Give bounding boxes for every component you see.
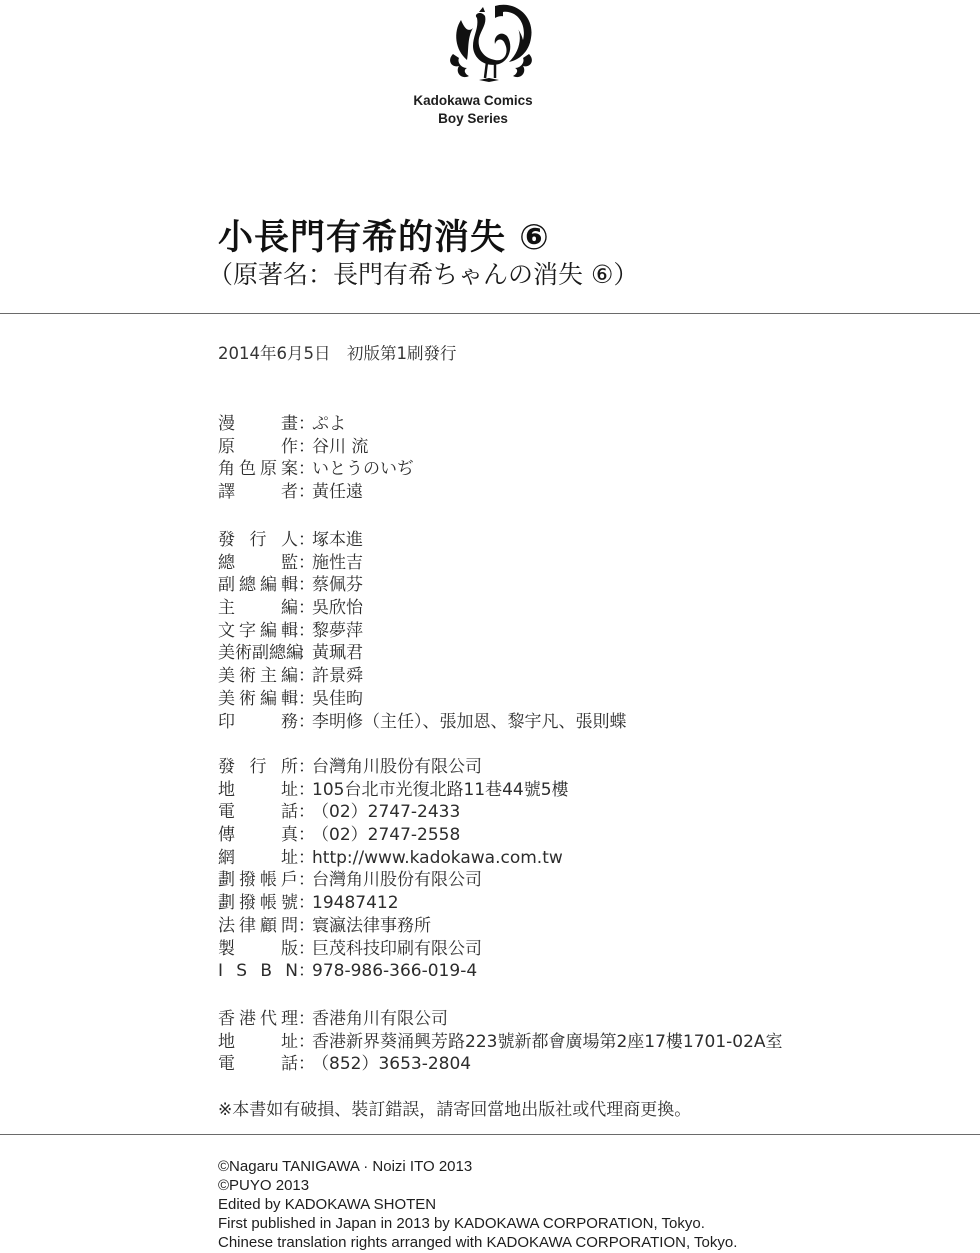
label-char: 副 bbox=[218, 575, 235, 596]
row-label bbox=[218, 1008, 298, 1031]
label-char: 劃 bbox=[218, 893, 235, 914]
row-value: 許景舜 bbox=[312, 666, 363, 687]
label-char: 原 bbox=[218, 436, 235, 457]
colon: ： bbox=[298, 938, 315, 959]
label-char: 副 bbox=[252, 643, 269, 664]
row-label bbox=[218, 458, 298, 481]
label-char: 術 bbox=[239, 688, 256, 709]
row-value: 978-986-366-019-4 bbox=[312, 961, 478, 982]
info-row bbox=[218, 892, 569, 915]
row-label bbox=[218, 1053, 298, 1076]
colon: ： bbox=[298, 530, 315, 550]
info-row bbox=[218, 1031, 783, 1054]
label-char: 址 bbox=[281, 779, 298, 800]
hk-agent-block bbox=[218, 1008, 783, 1076]
label-char: I bbox=[218, 961, 224, 982]
label-char: 美 bbox=[218, 666, 235, 687]
label-char: 行 bbox=[249, 757, 267, 777]
colon: ： bbox=[298, 552, 315, 573]
info-row bbox=[218, 824, 569, 847]
label-char: 人 bbox=[281, 530, 298, 550]
label-char: 問 bbox=[281, 915, 298, 936]
label-char: 真 bbox=[281, 825, 298, 846]
label-char: 主 bbox=[260, 666, 277, 687]
row-value: 吳欣怡 bbox=[312, 598, 363, 619]
label-char: 色 bbox=[239, 459, 256, 480]
row-label bbox=[218, 847, 298, 870]
colon: ： bbox=[298, 482, 315, 503]
info-row bbox=[218, 869, 569, 892]
row-value: いとうのいぢ bbox=[312, 459, 414, 480]
label-char: 輯 bbox=[281, 620, 298, 641]
label-char: 號 bbox=[281, 893, 298, 914]
row-label bbox=[218, 938, 298, 961]
info-row bbox=[218, 552, 627, 575]
label-char: 美 bbox=[218, 688, 235, 709]
row-value: ぷよ bbox=[312, 414, 346, 434]
label-char: 編 bbox=[281, 666, 298, 687]
label-char: 發 bbox=[218, 757, 235, 777]
copyright-line: Chinese translation rights arranged with KADOKAWA CORPORATION, Tokyo. bbox=[218, 1234, 738, 1251]
row-value: 黎夢萍 bbox=[312, 620, 363, 641]
row-value: 香港角川有限公司 bbox=[312, 1009, 448, 1029]
label-char: 文 bbox=[218, 620, 235, 641]
copyright-line: ©PUYO 2013 bbox=[218, 1177, 310, 1194]
label-char: 址 bbox=[281, 1031, 298, 1052]
row-value: 巨茂科技印刷有限公司 bbox=[312, 938, 482, 959]
label-char: 電 bbox=[218, 1054, 235, 1075]
label-char: 原 bbox=[260, 459, 277, 480]
row-value: 施性吉 bbox=[312, 552, 363, 573]
info-row bbox=[218, 620, 627, 643]
row-label bbox=[218, 665, 298, 688]
label-char: 者 bbox=[281, 482, 298, 503]
label-char: 畫 bbox=[281, 414, 298, 434]
publisher-block bbox=[218, 756, 569, 983]
phoenix-emblem-icon bbox=[443, 2, 539, 88]
info-row bbox=[218, 642, 627, 665]
label-char: 地 bbox=[218, 779, 235, 800]
label-char: 港 bbox=[239, 1009, 256, 1029]
label-char: 理 bbox=[281, 1009, 298, 1029]
colon: ： bbox=[298, 825, 315, 846]
colon: ： bbox=[298, 414, 315, 434]
label-char: 行 bbox=[249, 530, 267, 550]
row-label bbox=[218, 801, 298, 824]
label-char: 角 bbox=[218, 459, 235, 480]
info-row bbox=[218, 688, 627, 711]
info-row bbox=[218, 436, 414, 459]
label-char: 主 bbox=[218, 598, 235, 619]
label-char: 製 bbox=[218, 938, 235, 959]
row-value: 台灣角川股份有限公司 bbox=[312, 870, 482, 891]
colon: ： bbox=[298, 688, 315, 709]
info-row bbox=[218, 960, 569, 983]
row-value: 寰瀛法律事務所 bbox=[312, 915, 431, 936]
row-value: 谷川 流 bbox=[312, 436, 369, 457]
copyright-line: ©Nagaru TANIGAWA · Noizi ITO 2013 bbox=[218, 1158, 473, 1175]
divider-top bbox=[0, 313, 980, 314]
label-char: 撥 bbox=[239, 870, 256, 891]
divider-bottom bbox=[0, 1134, 980, 1135]
label-char: 顧 bbox=[260, 915, 277, 936]
label-char: 案 bbox=[281, 459, 298, 480]
row-label bbox=[218, 552, 298, 575]
colon: ： bbox=[298, 961, 315, 982]
label-char: 代 bbox=[260, 1009, 277, 1029]
info-row bbox=[218, 915, 569, 938]
colon: ： bbox=[298, 915, 315, 936]
label-char: 劃 bbox=[218, 870, 235, 891]
label-char: 律 bbox=[239, 915, 256, 936]
info-row bbox=[218, 413, 414, 436]
info-row bbox=[218, 458, 414, 481]
label-char: 總 bbox=[218, 552, 235, 573]
info-row bbox=[218, 801, 569, 824]
row-label bbox=[218, 892, 298, 915]
row-value: 105台北市光復北路11巷44號5樓 bbox=[312, 779, 569, 800]
row-label bbox=[218, 413, 298, 436]
colon: ： bbox=[298, 779, 315, 800]
row-value: 塚本進 bbox=[312, 530, 363, 550]
label-char: 編 bbox=[260, 575, 277, 596]
colon: ： bbox=[298, 459, 315, 480]
label-char: 編 bbox=[281, 598, 298, 619]
label-char: 編 bbox=[260, 620, 277, 641]
credits-block bbox=[218, 413, 414, 504]
book-title: 小長門有希的消失 ⑥ bbox=[218, 218, 550, 258]
colon: ： bbox=[298, 870, 315, 891]
info-row bbox=[218, 847, 569, 870]
row-label bbox=[218, 779, 298, 802]
info-row bbox=[218, 1008, 783, 1031]
label-char: 總 bbox=[239, 575, 256, 596]
colon: ： bbox=[298, 711, 315, 732]
label-char: 帳 bbox=[260, 870, 277, 891]
info-row bbox=[218, 779, 569, 802]
label-char: 務 bbox=[281, 711, 298, 732]
label-char: 地 bbox=[218, 1031, 235, 1052]
row-label bbox=[218, 824, 298, 847]
label-char: 譯 bbox=[218, 482, 235, 503]
label-char: N bbox=[285, 961, 298, 982]
copyright-block bbox=[218, 1157, 737, 1252]
colon: ： bbox=[298, 575, 315, 596]
label-char: 版 bbox=[281, 938, 298, 959]
colon: ： bbox=[298, 893, 315, 914]
info-row bbox=[218, 529, 627, 552]
label-char: 字 bbox=[239, 620, 256, 641]
row-value: 李明修（主任）、張加恩、黎宇凡、張則蝶 bbox=[312, 711, 627, 732]
label-char: 話 bbox=[281, 1054, 298, 1075]
colon: ： bbox=[298, 436, 315, 457]
publication-date: 2014年6月5日 初版第1刷發行 bbox=[218, 344, 457, 363]
colon: ： bbox=[298, 666, 315, 687]
label-char: 編 bbox=[260, 688, 277, 709]
label-char: 所 bbox=[281, 757, 298, 777]
row-value: 蔡佩芬 bbox=[312, 575, 363, 596]
label-char: 香 bbox=[218, 1009, 235, 1029]
label-char: B bbox=[260, 961, 273, 982]
label-char: 術 bbox=[239, 666, 256, 687]
label-char: 發 bbox=[218, 530, 235, 550]
damage-notice: ※本書如有破損、裝訂錯誤，請寄回當地出版社或代理商更換。 bbox=[218, 1100, 692, 1120]
colon: ： bbox=[298, 598, 315, 619]
colon: ： bbox=[298, 1009, 315, 1029]
row-label bbox=[218, 960, 298, 983]
row-label bbox=[218, 915, 298, 938]
label-char: 輯 bbox=[281, 688, 298, 709]
label-char: 話 bbox=[281, 802, 298, 823]
series-name: Kadokawa Comics bbox=[413, 93, 533, 108]
row-value: （02）2747-2433 bbox=[312, 802, 461, 823]
row-value: （02）2747-2558 bbox=[312, 825, 461, 846]
colon: ： bbox=[298, 620, 315, 641]
row-label bbox=[218, 1031, 298, 1054]
row-value: http://www.kadokawa.com.tw bbox=[312, 847, 563, 868]
row-value: 台灣角川股份有限公司 bbox=[312, 757, 482, 777]
label-char: 戶 bbox=[281, 870, 298, 891]
copyright-line: First published in Japan in 2013 by KADOKAWA CORPORATION, Tokyo. bbox=[218, 1215, 705, 1232]
label-char: 址 bbox=[281, 847, 298, 868]
row-label bbox=[218, 574, 298, 597]
info-row bbox=[218, 1053, 783, 1076]
row-label bbox=[218, 529, 298, 552]
label-char: 傳 bbox=[218, 825, 235, 846]
row-value: 黃任遠 bbox=[312, 482, 363, 503]
label-char: 法 bbox=[218, 915, 235, 936]
colon: ： bbox=[298, 1054, 315, 1075]
label-char: 漫 bbox=[218, 414, 235, 434]
colon: ： bbox=[298, 847, 315, 868]
label-char: 總 bbox=[269, 643, 286, 664]
label-char: S bbox=[236, 961, 248, 982]
row-label bbox=[218, 711, 298, 734]
row-value: （852）3653-2804 bbox=[312, 1054, 472, 1075]
label-char: 術 bbox=[235, 643, 252, 664]
row-value: 黃珮君 bbox=[312, 643, 363, 664]
colon: ： bbox=[298, 643, 315, 664]
label-char: 帳 bbox=[260, 893, 277, 914]
row-label bbox=[218, 481, 298, 504]
label-char: 電 bbox=[218, 802, 235, 823]
row-label bbox=[218, 756, 298, 779]
info-row bbox=[218, 574, 627, 597]
label-char: 監 bbox=[281, 552, 298, 573]
row-label bbox=[218, 436, 298, 459]
row-value: 吳佳昫 bbox=[312, 688, 363, 709]
info-row bbox=[218, 711, 627, 734]
label-char: 美 bbox=[218, 643, 235, 664]
row-label bbox=[218, 620, 298, 643]
row-label bbox=[218, 688, 298, 711]
row-label bbox=[218, 869, 298, 892]
label-char: 編 bbox=[286, 643, 303, 664]
row-value: 19487412 bbox=[312, 893, 399, 914]
label-char: 網 bbox=[218, 847, 235, 868]
info-row bbox=[218, 665, 627, 688]
info-row bbox=[218, 597, 627, 620]
series-subname: Boy Series bbox=[438, 111, 508, 126]
label-char: 印 bbox=[218, 711, 235, 732]
colon: ： bbox=[298, 1031, 315, 1052]
label-char: 撥 bbox=[239, 893, 256, 914]
staff-block bbox=[218, 529, 627, 733]
info-row bbox=[218, 756, 569, 779]
row-label bbox=[218, 642, 303, 665]
copyright-line: Edited by KADOKAWA SHOTEN bbox=[218, 1196, 437, 1213]
colon: ： bbox=[298, 757, 315, 777]
row-value: 香港新界葵涌興芳路223號新都會廣場第2座17樓1701-02A室 bbox=[312, 1031, 783, 1052]
colon: ： bbox=[298, 802, 315, 823]
original-title: （原著名：長門有希ちゃんの消失 ⑥） bbox=[208, 260, 639, 289]
info-row bbox=[218, 481, 414, 504]
info-row bbox=[218, 938, 569, 961]
label-char: 輯 bbox=[281, 575, 298, 596]
label-char: 作 bbox=[281, 436, 298, 457]
row-label bbox=[218, 597, 298, 620]
